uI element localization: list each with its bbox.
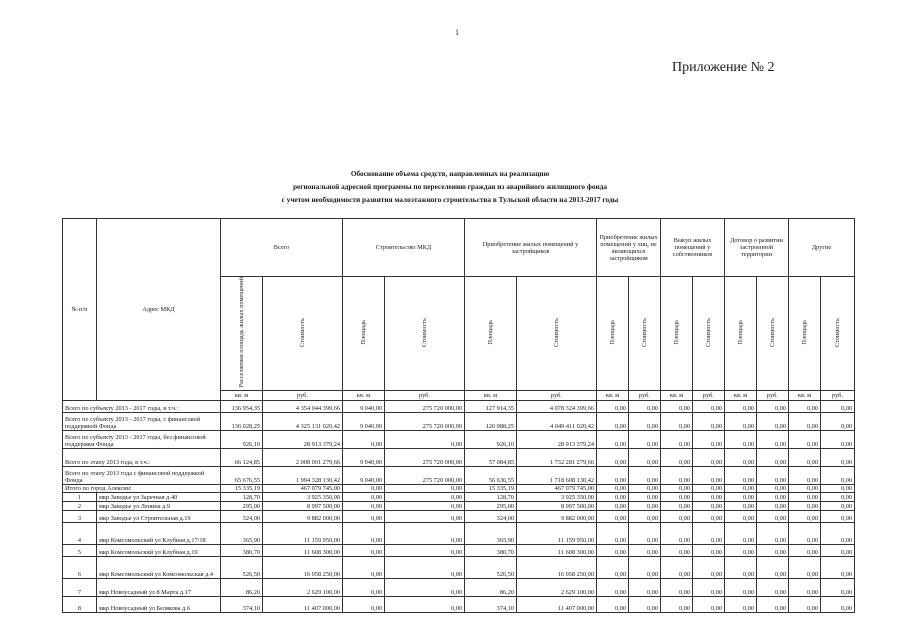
group-buy-developers: Приобретение жилых помещений у застройщиков: [465, 219, 597, 277]
cell-value: 0,00: [343, 492, 385, 501]
group-buy-others: Приобретение жилых помещений у лиц, не являющихся застройщиком: [597, 219, 661, 277]
cell-value: 295,00: [465, 501, 517, 510]
cell-value: 0,00: [343, 578, 385, 596]
sub-cost: Стоимость: [641, 317, 648, 347]
cell-value: 16 058 250,00: [263, 556, 343, 578]
sub-cost: Стоимость: [705, 317, 712, 347]
sub-area: Площадь: [737, 319, 744, 345]
cell-value: 2 629 100,00: [517, 578, 597, 596]
row-address: мкр Комсомольский ул Комсомольская д.4: [97, 556, 221, 578]
cell-value: 1 718 608 130,42: [517, 466, 597, 484]
cell-value: 11 608 300,00: [263, 544, 343, 556]
cell-value: 11 407 000,00: [517, 596, 597, 612]
cell-value: 9 040,00: [343, 400, 385, 412]
cell-value: 0,00: [693, 522, 725, 544]
summary-row: [63, 430, 855, 448]
cell-value: 0,00: [757, 510, 789, 522]
cell-value: 0,00: [821, 501, 855, 510]
cell-value: 0,00: [629, 596, 661, 612]
unit-area: кв. м: [789, 390, 821, 400]
page-number: 1: [455, 28, 459, 37]
cell-value: 295,00: [221, 501, 263, 510]
cell-value: 0,00: [693, 544, 725, 556]
cell-value: 0,00: [661, 412, 693, 430]
cell-value: 275 720 000,00: [385, 448, 465, 466]
cell-value: 0,00: [821, 448, 855, 466]
summary-row: [63, 448, 855, 466]
sub-area: Площадь: [609, 319, 616, 345]
cell-value: 0,00: [693, 448, 725, 466]
cell-value: 0,00: [821, 400, 855, 412]
cell-value: 8 997 500,00: [263, 501, 343, 510]
row-address: мкр Новоусадный ул Белякова д.6: [97, 596, 221, 612]
unit-area: кв. м: [465, 390, 517, 400]
cell-value: 526,50: [221, 556, 263, 578]
cell-value: 0,00: [661, 501, 693, 510]
unit-cost: руб.: [385, 390, 465, 400]
cell-value: 0,00: [629, 430, 661, 448]
sub-cost: Стоимость: [553, 317, 560, 347]
cell-value: 0,00: [789, 522, 821, 544]
cell-value: 0,00: [343, 544, 385, 556]
cell-value: 0,00: [597, 466, 629, 484]
cell-value: 0,00: [821, 556, 855, 578]
cell-value: 0,00: [693, 501, 725, 510]
cell-value: 0,00: [629, 492, 661, 501]
sub-area: Площадь: [673, 319, 680, 345]
row-number: 3: [63, 510, 97, 522]
row-number: 8: [63, 596, 97, 612]
cell-value: 86,20: [221, 578, 263, 596]
cell-value: 0,00: [693, 466, 725, 484]
funding-table: [62, 218, 855, 613]
table-row: [63, 596, 855, 612]
cell-value: 0,00: [757, 492, 789, 501]
summary-row: [63, 466, 855, 484]
cell-value: 0,00: [725, 544, 757, 556]
sub-total-area: Расселяемая площадь жилых помещений: [238, 277, 245, 388]
cell-value: 467 079 745,00: [517, 484, 597, 492]
cell-value: 0,00: [629, 400, 661, 412]
unit-area: кв. м: [221, 390, 263, 400]
cell-value: 0,00: [757, 430, 789, 448]
cell-value: 0,00: [385, 501, 465, 510]
group-territory: Договор о развитии застроенной территории: [725, 219, 789, 277]
cell-value: 136 028,25: [221, 412, 263, 430]
cell-value: 275 720 000,00: [385, 412, 465, 430]
cell-value: 0,00: [821, 578, 855, 596]
cell-value: 0,00: [597, 484, 629, 492]
cell-value: 0,00: [629, 510, 661, 522]
unit-cost: руб.: [629, 390, 661, 400]
cell-value: 0,00: [757, 578, 789, 596]
table-row: [63, 492, 855, 501]
cell-value: 0,00: [597, 400, 629, 412]
cell-value: 11 159 950,00: [517, 522, 597, 544]
cell-value: 0,00: [661, 484, 693, 492]
sub-area: Площадь: [801, 319, 808, 345]
row-number: 2: [63, 501, 97, 510]
cell-value: 0,00: [725, 400, 757, 412]
cell-value: 380,70: [221, 544, 263, 556]
cell-value: 28 913 379,24: [263, 430, 343, 448]
cell-value: 0,00: [789, 510, 821, 522]
cell-value: 136 954,35: [221, 400, 263, 412]
cell-value: 4 078 324 399,66: [517, 400, 597, 412]
cell-value: 0,00: [757, 596, 789, 612]
cell-value: 0,00: [789, 578, 821, 596]
cell-value: 0,00: [821, 492, 855, 501]
unit-area: кв. м: [343, 390, 385, 400]
cell-value: 0,00: [661, 510, 693, 522]
summary-label: Всего по субъекту 2013 - 2017 годы, в т.ч.:: [63, 400, 221, 412]
cell-value: 4 325 131 020,42: [263, 412, 343, 430]
cell-value: 0,00: [597, 544, 629, 556]
cell-value: 0,00: [789, 400, 821, 412]
cell-value: 0,00: [385, 522, 465, 544]
row-number: 6: [63, 556, 97, 578]
cell-value: 9 040,00: [343, 466, 385, 484]
sub-cost: Стоимость: [299, 317, 306, 347]
sub-area: Площадь: [360, 319, 367, 345]
cell-value: 15 335,19: [465, 484, 517, 492]
cell-value: 0,00: [757, 484, 789, 492]
cell-value: 0,00: [693, 430, 725, 448]
cell-value: 0,00: [661, 466, 693, 484]
unit-cost: руб.: [517, 390, 597, 400]
cell-value: 365,90: [221, 522, 263, 544]
cell-value: 16 058 250,00: [517, 556, 597, 578]
cell-value: 0,00: [821, 510, 855, 522]
col-no-header: № п/п: [63, 219, 97, 401]
cell-value: 0,00: [789, 430, 821, 448]
cell-value: 0,00: [821, 430, 855, 448]
cell-value: 0,00: [343, 522, 385, 544]
cell-value: 2 629 100,00: [263, 578, 343, 596]
cell-value: 0,00: [385, 430, 465, 448]
cell-value: 0,00: [789, 596, 821, 612]
cell-value: 0,00: [629, 544, 661, 556]
summary-label: Всего по субъекту 2013 - 2017 годы, без финансовой поддержки Фонда: [63, 430, 221, 448]
heading-line-2: региональной адресной программы по переселению граждан из аварийного жилищного фонда: [292, 182, 608, 191]
cell-value: 0,00: [757, 448, 789, 466]
cell-value: 0,00: [821, 522, 855, 544]
cell-value: 0,00: [789, 544, 821, 556]
cell-value: 0,00: [789, 556, 821, 578]
cell-value: 11 159 950,00: [263, 522, 343, 544]
row-number: 7: [63, 578, 97, 596]
table-body: [63, 400, 855, 612]
cell-value: 0,00: [597, 510, 629, 522]
cell-value: 0,00: [629, 578, 661, 596]
cell-value: 0,00: [757, 544, 789, 556]
cell-value: 0,00: [693, 510, 725, 522]
cell-value: 11 407 000,00: [263, 596, 343, 612]
cell-value: 0,00: [343, 501, 385, 510]
cell-value: 0,00: [597, 556, 629, 578]
cell-value: 0,00: [757, 501, 789, 510]
cell-value: 0,00: [693, 556, 725, 578]
row-number: 5: [63, 544, 97, 556]
cell-value: 0,00: [597, 578, 629, 596]
cell-value: 0,00: [661, 448, 693, 466]
unit-area: кв. м: [725, 390, 757, 400]
cell-value: 128,70: [465, 492, 517, 501]
cell-value: 0,00: [789, 501, 821, 510]
sub-cost: Стоимость: [769, 317, 776, 347]
row-number: 1: [63, 492, 97, 501]
unit-cost: руб.: [263, 390, 343, 400]
cell-value: 128,70: [221, 492, 263, 501]
cell-value: 0,00: [821, 412, 855, 430]
cell-value: 365,90: [465, 522, 517, 544]
cell-value: 0,00: [661, 492, 693, 501]
cell-value: 0,00: [693, 400, 725, 412]
group-redeem: Выкуп жилых помещений у собственников: [661, 219, 725, 277]
cell-value: 28 913 379,24: [517, 430, 597, 448]
unit-area: кв. м: [597, 390, 629, 400]
cell-value: 0,00: [661, 522, 693, 544]
cell-value: 0,00: [661, 556, 693, 578]
cell-value: 0,00: [385, 510, 465, 522]
sub-cost: Стоимость: [421, 317, 428, 347]
cell-value: 467 079 745,00: [263, 484, 343, 492]
group-other: Другие: [789, 219, 855, 277]
cell-value: 0,00: [661, 578, 693, 596]
cell-value: 0,00: [725, 510, 757, 522]
cell-value: 0,00: [385, 544, 465, 556]
cell-value: 0,00: [821, 484, 855, 492]
cell-value: 57 084,85: [465, 448, 517, 466]
cell-value: 0,00: [693, 578, 725, 596]
cell-value: 0,00: [725, 448, 757, 466]
cell-value: 0,00: [725, 556, 757, 578]
cell-value: 0,00: [725, 412, 757, 430]
cell-value: 56 636,55: [465, 466, 517, 484]
cell-value: 3 925 350,00: [263, 492, 343, 501]
heading-line-3: с учетом необходимости развития малоэтажного строительства в Тульской области на 2013-2017 годы: [281, 195, 619, 204]
cell-value: 0,00: [789, 448, 821, 466]
cell-value: 374,10: [465, 596, 517, 612]
sub-cost: Стоимость: [834, 317, 841, 347]
table-row: [63, 510, 855, 522]
cell-value: 275 720 000,00: [385, 400, 465, 412]
table-row: [63, 556, 855, 578]
cell-value: 0,00: [629, 522, 661, 544]
cell-value: 0,00: [725, 501, 757, 510]
cell-value: 1 732 281 279,66: [517, 448, 597, 466]
cell-value: 9 882 000,00: [517, 510, 597, 522]
summary-label: Всего по этапу 2013 года с финансовой поддержкой Фонда: [63, 466, 221, 484]
cell-value: 8 997 500,00: [517, 501, 597, 510]
cell-value: 0,00: [385, 484, 465, 492]
cell-value: 0,00: [725, 430, 757, 448]
cell-value: 0,00: [343, 484, 385, 492]
cell-value: 0,00: [821, 544, 855, 556]
cell-value: 127 914,35: [465, 400, 517, 412]
cell-value: 9 882 000,00: [263, 510, 343, 522]
summary-row: [63, 484, 855, 492]
cell-value: 66 124,85: [221, 448, 263, 466]
cell-value: 0,00: [597, 522, 629, 544]
cell-value: 926,10: [465, 430, 517, 448]
cell-value: 15 335,19: [221, 484, 263, 492]
cell-value: 0,00: [597, 501, 629, 510]
unit-cost: руб.: [821, 390, 855, 400]
row-address: мкр Комсомольский ул Клубная д.19: [97, 544, 221, 556]
cell-value: 0,00: [597, 412, 629, 430]
unit-area: кв. м: [661, 390, 693, 400]
cell-value: 0,00: [693, 492, 725, 501]
cell-value: 0,00: [343, 510, 385, 522]
cell-value: 0,00: [629, 412, 661, 430]
document-heading: [230, 167, 670, 206]
cell-value: 2 008 001 279,66: [263, 448, 343, 466]
cell-value: 0,00: [597, 596, 629, 612]
cell-value: 0,00: [597, 492, 629, 501]
cell-value: 4 049 411 020,42: [517, 412, 597, 430]
cell-value: 0,00: [789, 466, 821, 484]
cell-value: 0,00: [725, 466, 757, 484]
cell-value: 0,00: [757, 556, 789, 578]
table-row: [63, 544, 855, 556]
cell-value: 926,10: [221, 430, 263, 448]
unit-cost: руб.: [693, 390, 725, 400]
cell-value: 0,00: [693, 484, 725, 492]
cell-value: 11 608 300,00: [517, 544, 597, 556]
summary-row: [63, 400, 855, 412]
cell-value: 0,00: [629, 556, 661, 578]
cell-value: 9 040,00: [343, 448, 385, 466]
cell-value: 0,00: [725, 492, 757, 501]
cell-value: 86,20: [465, 578, 517, 596]
summary-label: Итого по город Алексин:: [63, 484, 221, 492]
cell-value: 0,00: [757, 522, 789, 544]
cell-value: 0,00: [757, 412, 789, 430]
cell-value: 4 354 044 399,66: [263, 400, 343, 412]
cell-value: 0,00: [725, 522, 757, 544]
cell-value: 275 720 000,00: [385, 466, 465, 484]
cell-value: 0,00: [725, 596, 757, 612]
cell-value: 0,00: [757, 400, 789, 412]
cell-value: 374,10: [221, 596, 263, 612]
heading-line-1: Обоснование объема средств, направленных на реализацию: [350, 169, 550, 178]
cell-value: 324,00: [221, 510, 263, 522]
table-row: [63, 501, 855, 510]
col-address-header: Адрес МКД: [97, 219, 221, 401]
cell-value: 3 925 350,00: [517, 492, 597, 501]
cell-value: 9 040,00: [343, 412, 385, 430]
cell-value: 0,00: [661, 430, 693, 448]
cell-value: 0,00: [343, 556, 385, 578]
cell-value: 0,00: [821, 466, 855, 484]
table-row: [63, 578, 855, 596]
cell-value: 526,50: [465, 556, 517, 578]
cell-value: 0,00: [661, 400, 693, 412]
summary-row: [63, 412, 855, 430]
row-address: мкр Комсомольский ул Клубная д.17/18: [97, 522, 221, 544]
cell-value: 0,00: [789, 492, 821, 501]
cell-value: 0,00: [629, 501, 661, 510]
cell-value: 380,70: [465, 544, 517, 556]
cell-value: 0,00: [661, 596, 693, 612]
cell-value: 0,00: [693, 596, 725, 612]
cell-value: 0,00: [629, 448, 661, 466]
cell-value: 0,00: [661, 544, 693, 556]
summary-label: Всего по субъекту 2013 - 2017 годы, с финансовой поддержкой Фонда: [63, 412, 221, 430]
sub-area: Площадь: [487, 319, 494, 345]
cell-value: 0,00: [821, 596, 855, 612]
row-address: мкр Новоусадный ул 8 Марта д.17: [97, 578, 221, 596]
cell-value: 0,00: [597, 448, 629, 466]
cell-value: 0,00: [629, 466, 661, 484]
cell-value: 0,00: [385, 556, 465, 578]
cell-value: 0,00: [725, 484, 757, 492]
row-address: мкр Заводье ул Строительная д.19: [97, 510, 221, 522]
cell-value: 0,00: [725, 578, 757, 596]
row-address: мкр Заводье ул Заречная д.40: [97, 492, 221, 501]
cell-value: 0,00: [629, 484, 661, 492]
cell-value: 0,00: [385, 596, 465, 612]
cell-value: 0,00: [693, 412, 725, 430]
cell-value: 0,00: [343, 430, 385, 448]
row-number: 4: [63, 522, 97, 544]
group-build: Строительство МКД: [343, 219, 465, 277]
cell-value: 1 994 328 130,42: [263, 466, 343, 484]
cell-value: 0,00: [343, 596, 385, 612]
row-address: мкр Заводье ул Ленина д.9: [97, 501, 221, 510]
table-row: [63, 522, 855, 544]
cell-value: 0,00: [789, 484, 821, 492]
unit-cost: руб.: [757, 390, 789, 400]
cell-value: 0,00: [597, 430, 629, 448]
cell-value: 126 988,25: [465, 412, 517, 430]
cell-value: 324,00: [465, 510, 517, 522]
group-total: Всего: [221, 219, 343, 277]
cell-value: 0,00: [757, 466, 789, 484]
cell-value: 65 676,55: [221, 466, 263, 484]
appendix-label: Приложение № 2: [672, 60, 775, 75]
cell-value: 0,00: [385, 578, 465, 596]
cell-value: 0,00: [385, 492, 465, 501]
summary-label: Всего по этапу 2013 года, в т.ч.:: [63, 448, 221, 466]
cell-value: 0,00: [789, 412, 821, 430]
